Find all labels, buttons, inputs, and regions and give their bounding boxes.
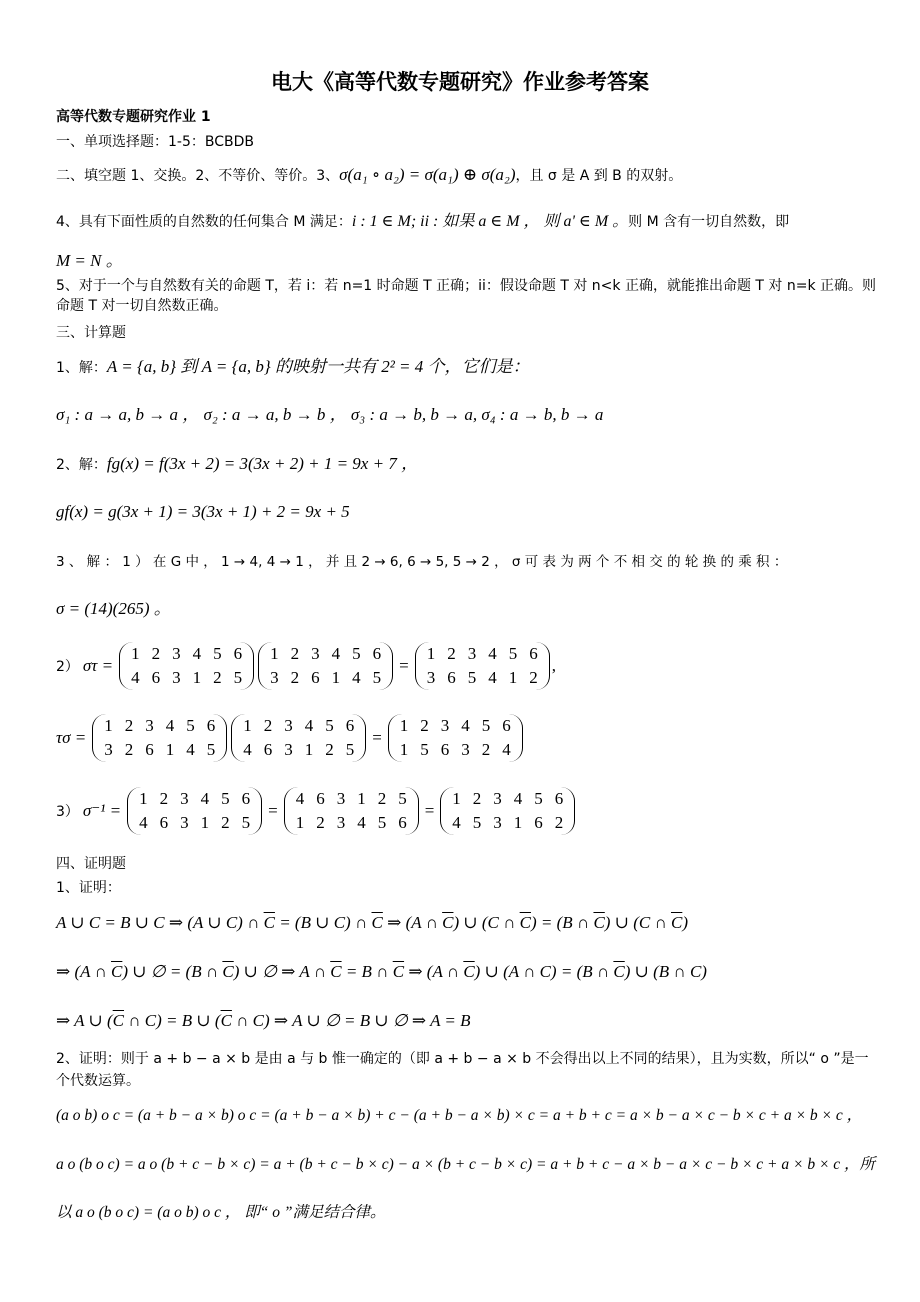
- matrix-cell: 3: [493, 813, 502, 832]
- part4-heading: 四、证明题: [56, 856, 126, 872]
- matrix-cell: 1: [508, 668, 518, 687]
- matrix-cell: 4: [200, 789, 210, 808]
- matrix-cell: 4: [295, 789, 305, 808]
- matrix-cell: 2: [377, 789, 387, 808]
- matrix-cell: 5: [186, 716, 195, 735]
- matrix-cell: 2: [151, 644, 161, 663]
- calc1-label: 1、解：: [56, 360, 107, 376]
- matrix-cell: 6: [159, 813, 169, 832]
- matrix-cell: 2: [159, 789, 169, 808]
- matrix-cell: 1: [165, 740, 175, 759]
- item4-end: M = N 。: [56, 251, 123, 270]
- matrix-cell: 4: [165, 716, 175, 735]
- comma: ,: [551, 656, 556, 675]
- matrix-cell: 2: [263, 716, 273, 735]
- matrix-cell: 3: [145, 716, 154, 735]
- matrix-cell: 6: [233, 644, 243, 663]
- matrix-cell: 6: [145, 740, 154, 759]
- matrix-tau-2: [92, 714, 227, 762]
- matrix-cell: 1: [331, 668, 341, 687]
- proof2-line1: (a o b) o c = (a + b − a × b) o c = (a + b − a × b) + c − (a + b − a × b) × c = a + b + c = a × b − a × c − b × c + a × b × c ，: [56, 1107, 863, 1124]
- matrix-cell: 5: [325, 716, 334, 735]
- matrix-cell: 4: [131, 668, 140, 687]
- matrix-sigma-2: [231, 714, 366, 762]
- matrix-swapped: [284, 787, 419, 835]
- matrix-cell: 6: [372, 644, 382, 663]
- matrix-cell: 1: [399, 716, 409, 735]
- part2-prefix: 二、填空题 1、交换。2、不等价、等价。3、: [56, 168, 340, 184]
- matrix-cell: 1: [513, 813, 523, 832]
- proof2-intro: 2、证明：则于 a + b − a × b 是由 a 与 b 惟一确定的（即 a + b − a × b 不会得出以上不同的结果），且为实数，所以“ o ”是一个代数运算。: [56, 1051, 869, 1089]
- matrix-cell: 5: [233, 668, 243, 687]
- matrix-cell: 3: [426, 668, 436, 687]
- matrix-cell: 4: [331, 644, 341, 663]
- matrix-cell: 5: [213, 644, 222, 663]
- matrix-sigma-3: [127, 787, 262, 835]
- matrix-cell: 3: [104, 740, 113, 759]
- matrix-cell: 6: [241, 789, 251, 808]
- part1-answers: 一、单项选择题：1-5：BCBDB: [56, 134, 254, 150]
- matrix-cell: 3: [461, 740, 470, 759]
- matrix-cell: 2: [481, 740, 491, 759]
- calc3-part3-label: 3）: [56, 804, 79, 820]
- matrix-tau: [258, 642, 393, 690]
- matrix-sigma-tau: [415, 642, 550, 690]
- matrix-cell: 3: [180, 813, 189, 832]
- matrix-cell: 2: [472, 789, 482, 808]
- matrix-cell: 3: [172, 668, 181, 687]
- equals-sign: =: [372, 728, 382, 747]
- matrix-cell: 4: [452, 813, 461, 832]
- sigma-inverse-symbol: σ⁻¹ =: [82, 801, 122, 820]
- matrix-cell: 4: [243, 740, 252, 759]
- calc1-line: [56, 358, 880, 377]
- calc1-maps: σ₁ : a → a, b → a ， σ₂ : a → a, b → b ， σ₃ : a → b, b → a, σ₄ : a → b, b → a: [56, 405, 604, 424]
- matrix-cell: 5: [481, 716, 491, 735]
- matrix-cell: 2: [124, 716, 134, 735]
- matrix-cell: 3: [284, 716, 293, 735]
- matrix-cell: 5: [534, 789, 543, 808]
- matrix-cell: 5: [345, 740, 355, 759]
- proof1-line2: ⇒ (A ∩ $\overline{C}$) ∪ ∅ = (B ∩ $\overline{C}$) ∪ ∅ ⇒ A ∩ $\overline{C} = B$ ∩ $\overline{C}$ ⇒ (A ∩ $\overline{C}$) ∪ (A ∩ C) = (B ∩ $\overline{C}$) ∪ (B ∩ C): [56, 962, 707, 981]
- matrix-cell: 3: [172, 644, 181, 663]
- matrix-cell: 1: [452, 789, 461, 808]
- proof2-line3: 以 a o (b o c) = (a o b) o c ， 即“ o ”满足结合律。: [56, 1204, 386, 1221]
- calc1-formula: A = {a, b} 到 A = {a, b} 的映射一共有 2² = 4 个，它们是：: [106, 357, 530, 376]
- matrix-cell: 5: [352, 644, 361, 663]
- matrix-cell: 2: [213, 668, 222, 687]
- matrix-cell: 2: [316, 813, 325, 832]
- matrix-cell: 1: [243, 716, 252, 735]
- proof2-line2: a o (b o c) = a o (b + c − b × c) = a + (b + c − b × c) − a × (b + c − b × c) = a + b + c − a × b − a × c − b × c + a × b × c ，所: [56, 1156, 876, 1173]
- matrix-cell: 1: [104, 716, 113, 735]
- matrix-cell: 2: [420, 716, 429, 735]
- matrix-cell: 5: [398, 789, 407, 808]
- part3-heading: 三、计算题: [56, 325, 126, 341]
- matrix-cell: 6: [316, 789, 325, 808]
- matrix-cell: 4: [192, 644, 202, 663]
- calc3-part2-row2: [56, 714, 525, 762]
- matrix-cell: 5: [206, 740, 216, 759]
- matrix-cell: 2: [325, 740, 334, 759]
- matrix-cell: 4: [139, 813, 148, 832]
- matrix-cell: 4: [186, 740, 195, 759]
- proof1-line1: A ∪ C = B ∪ C ⇒ (A ∪ C) ∩ $\overline{C} = (B$ ∪ C) ∩ $\overline{C}$ ⇒ (A ∩ $\overline{C}$) ∪ (C ∩ $\overline{C}) = (B$ ∩ $\overline{C}$) ∪ (C ∩ $\overline{C}$): [56, 913, 688, 932]
- matrix-cell: 5: [472, 813, 482, 832]
- tau-sigma-symbol: τσ =: [56, 728, 87, 747]
- matrix-cell: 3: [270, 668, 279, 687]
- matrix-cell: 4: [488, 668, 497, 687]
- matrix-cell: 6: [345, 716, 355, 735]
- item4-formula: i : 1 ∈ M; ii : 如果 a ∈ M ， 则 a' ∈ M 。: [351, 213, 629, 230]
- matrix-cell: 3: [440, 716, 450, 735]
- matrix-cell: 1: [270, 644, 279, 663]
- matrix-cell: 6: [398, 813, 407, 832]
- equals-sign: =: [399, 656, 409, 675]
- matrix-cell: 4: [513, 789, 523, 808]
- proof1-label: 1、证明：: [56, 880, 121, 896]
- matrix-cell: 6: [440, 740, 450, 759]
- matrix-tau-sigma: [388, 714, 523, 762]
- matrix-cell: 3: [336, 813, 346, 832]
- matrix-cell: 4: [352, 668, 361, 687]
- matrix-cell: 3: [467, 644, 477, 663]
- calc2-formula-b: gf(x) = g(3x + 1) = 3(3x + 1) + 2 = 9x + 5: [56, 502, 350, 521]
- calc3-part2-label: 2）: [56, 659, 79, 675]
- calc2-line: [56, 455, 880, 474]
- matrix-cell: 1: [295, 813, 305, 832]
- matrix-cell: 1: [357, 789, 366, 808]
- matrix-cell: 5: [467, 668, 477, 687]
- calc3-part2-row1: [56, 642, 556, 690]
- matrix-cell: 1: [192, 668, 202, 687]
- item4-prefix: 4、具有下面性质的自然数的任何集合 M 满足：: [56, 214, 352, 230]
- matrix-cell: 2: [124, 740, 134, 759]
- proof1-line3: ⇒ A ∪ ($\overline{C}$ ∩ C) = B ∪ ($\overline{C}$ ∩ C) ⇒ A ∪ ∅ = B ∪ ∅ ⇒ A = B: [56, 1011, 471, 1030]
- sigma-tau-symbol: στ =: [82, 656, 114, 675]
- section-heading: 高等代数专题研究作业 1: [56, 109, 211, 125]
- matrix-cell: 6: [151, 668, 161, 687]
- matrix-cell: 4: [502, 740, 511, 759]
- matrix-cell: 1: [200, 813, 210, 832]
- item5-text: 5、对于一个与自然数有关的命题 T，若 i：若 n=1 时命题 T 正确；ii：假设命题 T 对 n<k 正确，就能推出命题 T 对 n=k 正确。则命题 T 对一切自然数正确。: [56, 278, 877, 314]
- item4-line: [56, 213, 880, 231]
- matrix-cell: 3: [336, 789, 346, 808]
- matrix-cell: 1: [399, 740, 409, 759]
- matrix-cell: 2: [290, 668, 300, 687]
- matrix-cell: 2: [290, 644, 300, 663]
- calc3-part3-row: [56, 787, 577, 835]
- part2-suffix: ，且 σ 是 A 到 B 的双射。: [515, 168, 683, 184]
- matrix-cell: 1: [131, 644, 140, 663]
- matrix-cell: 4: [461, 716, 470, 735]
- calc3-cycle: σ = (14)(265) 。: [56, 599, 171, 618]
- matrix-sigma: [119, 642, 254, 690]
- part2-formula: σ(a₁ ∘ a₂) = σ(a₁) ⊕ σ(a₂): [339, 165, 516, 184]
- matrix-cell: 5: [241, 813, 251, 832]
- matrix-cell: 6: [206, 716, 216, 735]
- matrix-cell: 3: [493, 789, 502, 808]
- matrix-cell: 6: [311, 668, 320, 687]
- matrix-sigma-inverse: [440, 787, 575, 835]
- matrix-cell: 6: [263, 740, 273, 759]
- matrix-cell: 5: [372, 668, 382, 687]
- matrix-cell: 4: [488, 644, 497, 663]
- matrix-cell: 3: [180, 789, 189, 808]
- equals-sign: =: [268, 801, 278, 820]
- matrix-cell: 2: [529, 668, 538, 687]
- matrix-cell: 5: [221, 789, 230, 808]
- matrix-cell: 1: [304, 740, 314, 759]
- calc3-text: 3 、 解 ： 1 ） 在 G 中 ， 1 → 4, 4 → 1 ， 并 且 2 → 6, 6 → 5, 5 → 2 ， σ 可 表 为 两 个 不 相 交 的 轮 换 的 乘 积 ：: [56, 554, 788, 570]
- matrix-cell: 5: [420, 740, 429, 759]
- calc2-label: 2、解：: [56, 457, 107, 473]
- matrix-cell: 6: [447, 668, 456, 687]
- document-title: 电大《高等代数专题研究》作业参考答案: [271, 69, 649, 94]
- equals-sign: =: [424, 801, 435, 820]
- matrix-cell: 1: [139, 789, 148, 808]
- matrix-cell: 3: [284, 740, 293, 759]
- matrix-cell: 6: [554, 789, 564, 808]
- matrix-cell: 4: [304, 716, 314, 735]
- matrix-cell: 6: [502, 716, 511, 735]
- matrix-cell: 5: [377, 813, 387, 832]
- matrix-cell: 6: [529, 644, 538, 663]
- matrix-cell: 2: [221, 813, 230, 832]
- matrix-cell: 6: [534, 813, 543, 832]
- matrix-cell: 5: [508, 644, 518, 663]
- matrix-cell: 1: [426, 644, 436, 663]
- matrix-cell: 4: [357, 813, 366, 832]
- matrix-cell: 2: [447, 644, 456, 663]
- matrix-cell: 3: [311, 644, 320, 663]
- calc2-formula: fg(x) = f(3x + 2) = 3(3x + 2) + 1 = 9x + 7 ，: [106, 454, 419, 473]
- part2-line: [56, 166, 880, 185]
- matrix-cell: 2: [554, 813, 564, 832]
- item4-suffix: 则 M 含有一切自然数，即: [628, 214, 790, 230]
